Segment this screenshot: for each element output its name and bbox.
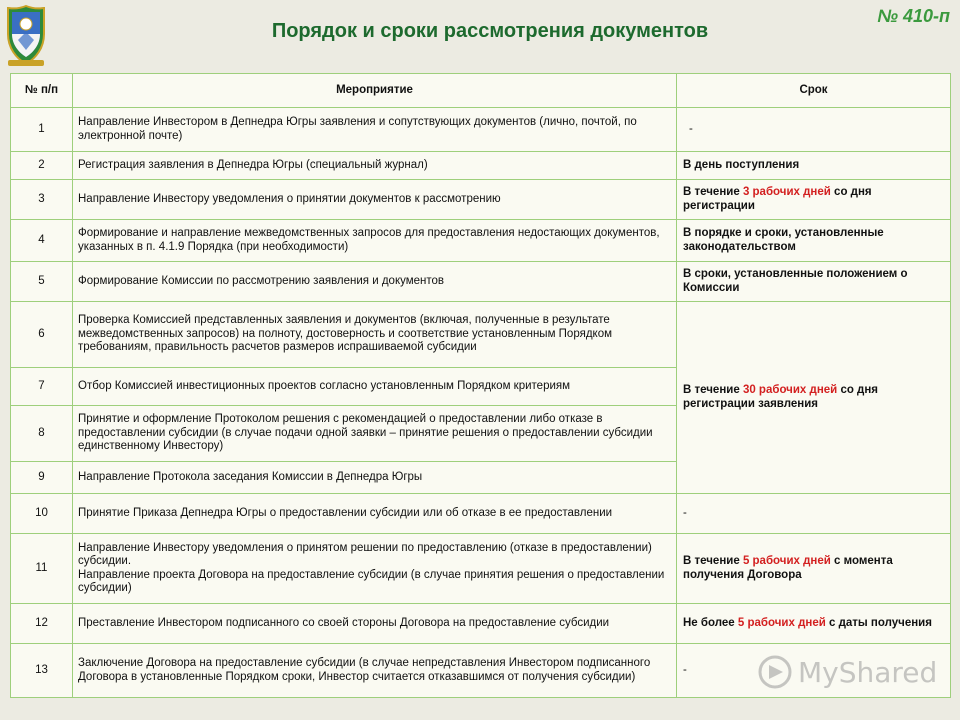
table-row [11, 302, 951, 368]
row-action: Направление Протокола заседания Комиссии в Депнедра Югры [73, 462, 677, 494]
watermark-icon [758, 655, 792, 689]
page-title: Порядок и сроки рассмотрения документов [271, 20, 709, 42]
watermark-text: MyShared [798, 655, 938, 689]
column-header-action: Мероприятие [73, 74, 677, 108]
table-row [11, 152, 951, 180]
row-action: Направление Инвестору уведомления о принятии документов к рассмотрению [73, 180, 677, 220]
row-action: Формирование Комиссии по рассмотрению заявления и документов [73, 262, 677, 302]
row-action: Заключение Договора на предоставление субсидии (в случае непредставления Инвестором подписанного Договора в установленные Порядком сроки, Инвестор считается отказавшимся от получения субсидии) [73, 644, 677, 698]
row-term [677, 534, 951, 604]
term-prefix: Не более [683, 616, 735, 629]
row-action: Отбор Комиссией инвестиционных проектов согласно установленным Порядком критериям [73, 368, 677, 406]
row-term: - [677, 494, 951, 534]
row-action: Принятие и оформление Протоколом решения с рекомендацией о предоставлении либо отказе в предоставлении субсидии (в случае подачи одной заявки – принятие решения о предоставлении субсидии единственному Инвестору) [73, 406, 677, 462]
term-highlight: 5 рабочих дней [737, 616, 826, 629]
table-row [11, 108, 951, 152]
term-suffix: с даты получения [829, 616, 932, 629]
table-header-row [11, 74, 951, 108]
term-suffix: со дня регистрации [683, 186, 872, 212]
term-highlight: 3 рабочих дней [742, 186, 831, 198]
document-number: № 410-п [877, 6, 950, 26]
table-row [11, 180, 951, 220]
row-number: 8 [11, 406, 73, 462]
row-term [677, 604, 951, 644]
term-highlight: 5 рабочих дней [742, 555, 831, 567]
row-number: 6 [11, 302, 73, 368]
row-term: - [677, 108, 951, 152]
row-number: 7 [11, 368, 73, 406]
row-number: 1 [11, 108, 73, 152]
row-number: 2 [11, 152, 73, 180]
table-row [11, 220, 951, 262]
term-prefix: В течение [683, 555, 740, 567]
row-term: В день поступления [677, 152, 951, 180]
table-row [11, 262, 951, 302]
row-number: 5 [11, 262, 73, 302]
procedure-table [10, 73, 951, 698]
row-term: В сроки, установленные положением о Комиссии [677, 262, 951, 302]
row-action: Направление Инвестором в Депнедра Югры заявления и сопутствующих документов (лично, почтой, по электронной почте) [73, 108, 677, 152]
column-header-term: Срок [677, 74, 951, 108]
row-term [677, 180, 951, 220]
row-number: 11 [11, 534, 73, 604]
row-action: Регистрация заявления в Депнедра Югры (специальный журнал) [73, 152, 677, 180]
term-suffix: с момента получения Договора [683, 555, 893, 581]
table-row [11, 494, 951, 534]
term-prefix: В течение [683, 186, 740, 198]
row-action: Проверка Комиссией представленных заявления и документов (включая, полученные в результате межведомственных запросов) на полноту, достоверность и соответствие установленным Порядком требованиям, правильность расчетов размеров испрашиваемой субсидии [73, 302, 677, 368]
table-row [11, 604, 951, 644]
row-action: Преставление Инвестором подписанного со своей стороны Договора на предоставление субсидии [73, 604, 677, 644]
term-suffix: со дня регистрации заявления [683, 384, 879, 410]
row-action: Формирование и направление межведомственных запросов для предоставления недостающих документов, указанных в п. 4.1.9 Порядка (при необходимости) [73, 220, 677, 262]
row-number: 4 [11, 220, 73, 262]
row-number: 10 [11, 494, 73, 534]
watermark-logo [758, 650, 938, 694]
row-action: Принятие Приказа Депнедра Югры о предоставлении субсидии или об отказе в ее предоставлении [73, 494, 677, 534]
row-term: - [677, 644, 951, 698]
table-row [11, 534, 951, 604]
row-term: В порядке и сроки, установленные законодательством [677, 220, 951, 262]
row-number: 9 [11, 462, 73, 494]
row-action: Направление Инвестору уведомления о принятом решении по предоставлению (отказе в предоставлении) субсидии. Направление проекта Договора на предоставление субсидии (в случае принятия решения о предоставлении субсидии) [73, 534, 677, 604]
term-prefix: В течение [683, 384, 740, 396]
row-number: 12 [11, 604, 73, 644]
column-header-number: № п/п [11, 74, 73, 108]
row-number: 3 [11, 180, 73, 220]
row-number: 13 [11, 644, 73, 698]
row-term-merged [677, 302, 951, 494]
term-highlight: 30 рабочих дней [742, 384, 838, 396]
